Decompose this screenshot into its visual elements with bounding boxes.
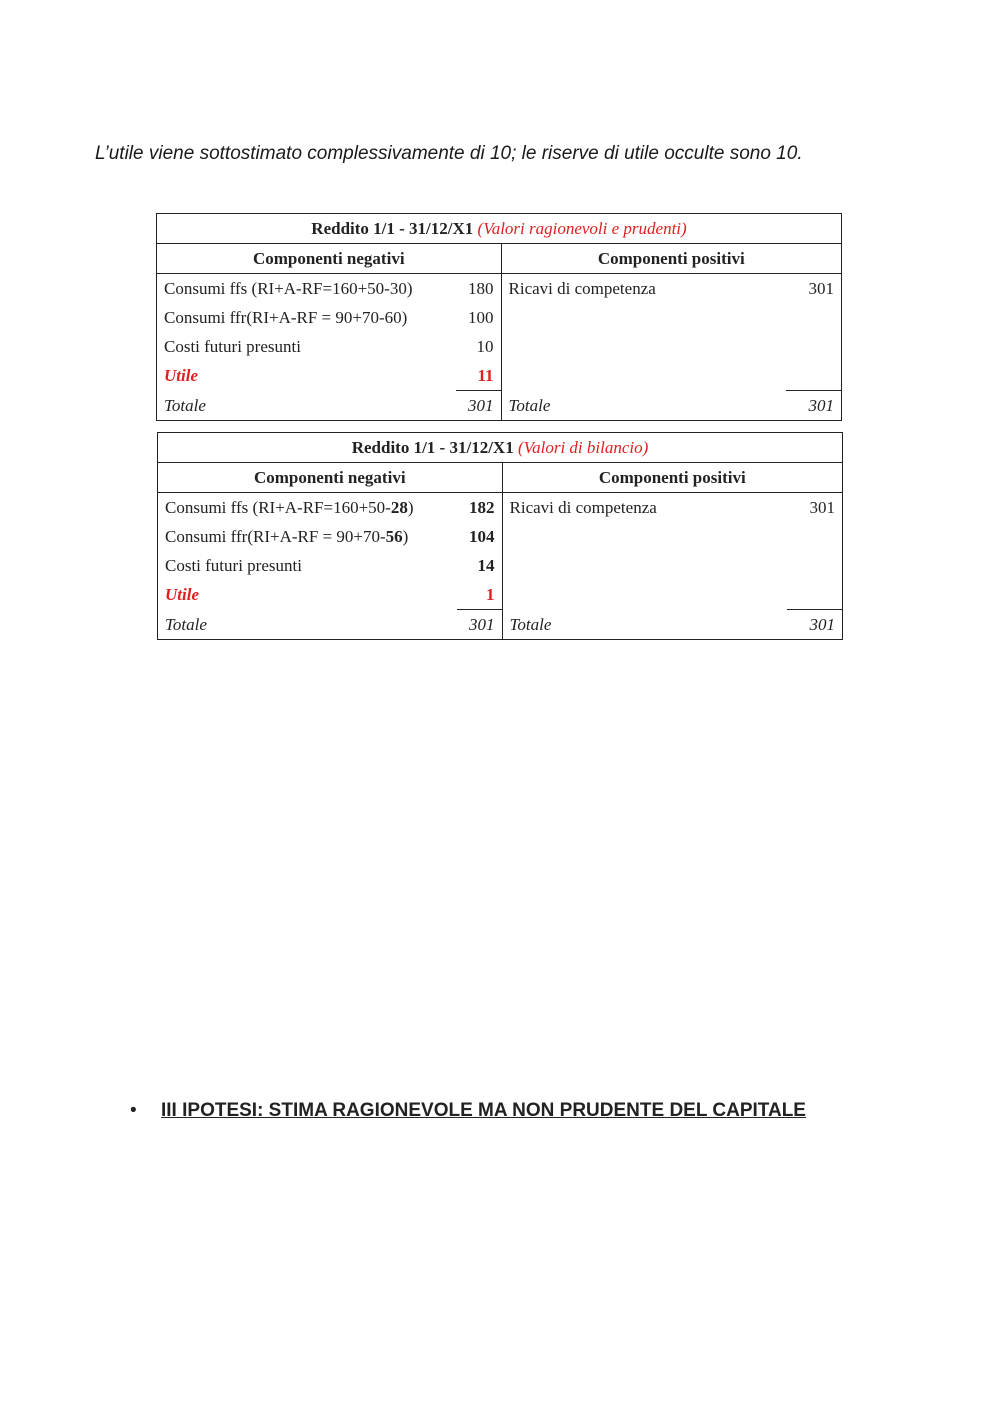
- empty-cell: [786, 332, 841, 361]
- row-value: 100: [456, 303, 501, 332]
- column-header-positive: Componenti positivi: [502, 463, 842, 493]
- table-row-utile: [157, 361, 842, 391]
- utile-label: Utile: [157, 361, 456, 391]
- label-highlight: 56: [385, 527, 403, 546]
- empty-cell: [501, 361, 786, 391]
- row-value: 14: [457, 551, 502, 580]
- table-row: [157, 332, 842, 361]
- table-subtitle: (Valori di bilancio): [517, 438, 649, 457]
- utile-label: Utile: [158, 580, 457, 610]
- empty-cell: [786, 303, 841, 332]
- bullet-icon: •: [130, 1100, 137, 1121]
- row-label: Consumi ffr(RI+A-RF = 90+70-60): [157, 303, 456, 332]
- total-label: Totale: [158, 610, 457, 640]
- row-value: 10: [456, 332, 501, 361]
- column-header-positive: Componenti positivi: [501, 244, 841, 274]
- table-title-text: Reddito 1/1 - 31/12/X1: [351, 438, 514, 457]
- empty-cell: [502, 551, 787, 580]
- row-value: 180: [456, 274, 501, 304]
- row-value: 104: [457, 522, 502, 551]
- row-label: Consumi ffs (RI+A-RF=160+50-30): [157, 274, 456, 304]
- right-total-value: 301: [786, 391, 841, 421]
- column-header-negative: Componenti negativi: [158, 463, 503, 493]
- table-row: [158, 493, 843, 523]
- right-row-label: Ricavi di competenza: [508, 279, 656, 298]
- empty-cell: [787, 522, 842, 551]
- row-label: Costi futuri presunti: [157, 332, 456, 361]
- right-row-value: 301: [786, 274, 841, 304]
- table-row: [158, 522, 843, 551]
- table-row: [157, 274, 842, 304]
- label-highlight: 28: [390, 498, 408, 517]
- utile-value: 11: [456, 361, 501, 391]
- row-label: [158, 493, 457, 523]
- table-title-row: [158, 433, 843, 463]
- empty-cell: [501, 303, 786, 332]
- row-value: 182: [457, 493, 502, 523]
- table-row: [157, 303, 842, 332]
- table-total-row: [157, 391, 842, 421]
- total-value: 301: [456, 391, 501, 421]
- right-total-label: Totale: [502, 610, 787, 640]
- table-title-text: Reddito 1/1 - 31/12/X1: [311, 219, 474, 238]
- right-row-label: Ricavi di competenza: [509, 498, 657, 517]
- label-suffix: ): [407, 498, 414, 517]
- table-total-row: [158, 610, 843, 640]
- label-suffix: ): [402, 527, 409, 546]
- table-title: [157, 214, 842, 244]
- table-row-utile: [158, 580, 843, 610]
- label-prefix: Consumi ffr(RI+A-RF = 90+70-: [165, 527, 386, 546]
- row-label: [158, 522, 457, 551]
- income-statement-table-reasonable: [156, 213, 842, 421]
- empty-cell: [502, 580, 787, 610]
- empty-cell: [787, 551, 842, 580]
- empty-cell: [787, 580, 842, 610]
- table-header-row: [157, 244, 842, 274]
- empty-cell: [502, 522, 787, 551]
- total-label: Totale: [157, 391, 456, 421]
- column-header-negative: Componenti negativi: [157, 244, 502, 274]
- table-title: [158, 433, 843, 463]
- table-title-row: [157, 214, 842, 244]
- table-subtitle: (Valori ragionevoli e prudenti): [477, 219, 687, 238]
- table-row: [158, 551, 843, 580]
- right-total-value: 301: [787, 610, 842, 640]
- empty-cell: [786, 361, 841, 391]
- label-prefix: Consumi ffs (RI+A-RF=160+50-: [165, 498, 391, 517]
- intro-paragraph: L’utile viene sottostimato complessivamente di 10; le riserve di utile occulte sono 10.: [95, 143, 803, 164]
- total-value: 301: [457, 610, 502, 640]
- hypothesis-heading-text: III IPOTESI: STIMA RAGIONEVOLE MA NON PRUDENTE DEL CAPITALE: [161, 1100, 806, 1121]
- empty-cell: [501, 332, 786, 361]
- utile-value: 1: [457, 580, 502, 610]
- income-statement-table-balance: [157, 432, 843, 640]
- right-row-value: 301: [787, 493, 842, 523]
- right-total-label: Totale: [501, 391, 786, 421]
- row-label: Costi futuri presunti: [158, 551, 457, 580]
- table-header-row: [158, 463, 843, 493]
